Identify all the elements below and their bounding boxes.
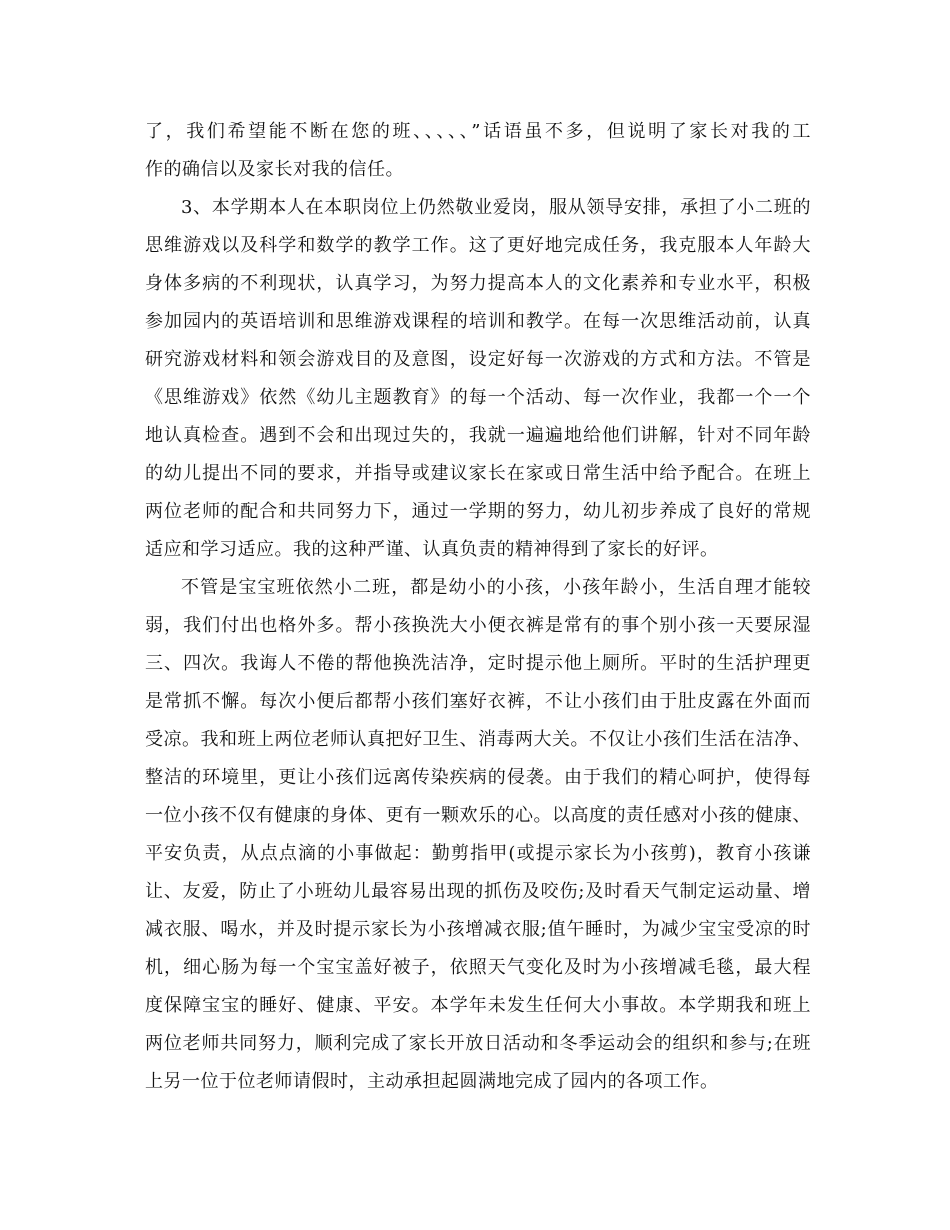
paragraph-line: 作的确信以及家长对我的信任。 bbox=[145, 159, 404, 180]
paragraph-line: 上另一位于位老师请假时，主动承担起圆满地完成了园内的各项工作。 bbox=[145, 1071, 719, 1092]
paragraph-line: 减衣服、喝水，并及时提示家长为小孩增减衣服;值午睡时，为减少宝宝受凉的时 bbox=[145, 919, 811, 940]
paragraph-line: 两位老师共同努力，顺利完成了家长开放日活动和冬季运动会的组织和参与;在班 bbox=[145, 1033, 811, 1054]
paragraph-line: 参加园内的英语培训和思维游戏课程的培训和教学。在每一次思维活动前，认真 bbox=[145, 311, 811, 332]
paragraph-line: 的幼儿提出不同的要求，并指导或建议家长在家或日常生活中给予配合。在班上 bbox=[145, 463, 811, 484]
paragraph-line: 一位小孩不仅有健康的身体、更有一颗欢乐的心。以高度的责任感对小孩的健康、 bbox=[145, 805, 811, 826]
paragraph-line: 平安负责，从点点滴的小事做起：勤剪指甲(或提示家长为小孩剪)，教育小孩谦 bbox=[145, 843, 811, 864]
paragraph-line: 《思维游戏》依然《幼儿主题教育》的每一个活动、每一次作业，我都一个一个 bbox=[145, 387, 811, 408]
paragraph-line: 身体多病的不利现状，认真学习，为努力提高本人的文化素养和专业水平，积极 bbox=[145, 273, 811, 294]
paragraph-line: 三、四次。我诲人不倦的帮他换洗洁净，定时提示他上厕所。平时的生活护理更 bbox=[145, 653, 811, 674]
paragraph-line: 受凉。我和班上两位老师认真把好卫生、消毒两大关。不仅让小孩们生活在洁净、 bbox=[145, 729, 811, 750]
paragraph-line: 整洁的环境里，更让小孩们远离传染疾病的侵袭。由于我们的精心呵护，使得每 bbox=[145, 767, 811, 788]
paragraph-line: 地认真检查。遇到不会和出现过失的，我就一遍遍地给他们讲解，针对不同年龄 bbox=[145, 425, 811, 446]
paragraph-line: 机，细心肠为每一个宝宝盖好被子，依照天气变化及时为小孩增减毛毯，最大程 bbox=[145, 957, 811, 978]
paragraph-line: 适应和学习适应。我的这种严谨、认真负责的精神得到了家长的好评。 bbox=[145, 539, 719, 560]
paragraph-line: 研究游戏材料和领会游戏目的及意图，设定好每一次游戏的方式和方法。不管是 bbox=[145, 349, 811, 370]
paragraph-line: 3、本学期本人在本职岗位上仍然敬业爱岗，服从领导安排，承担了小二班的 bbox=[181, 197, 811, 218]
paragraph-line: 让、友爱，防止了小班幼儿最容易出现的抓伤及咬伤;及时看天气制定运动量、增 bbox=[145, 881, 811, 902]
paragraph-line: 了，我们希望能不断在您的班、、、、、”话语虽不多，但说明了家长对我的工 bbox=[145, 121, 811, 142]
paragraph-line: 是常抓不懈。每次小便后都帮小孩们塞好衣裤，不让小孩们由于肚皮露在外面而 bbox=[145, 691, 811, 712]
paragraph-line: 思维游戏以及科学和数学的教学工作。这了更好地完成任务，我克服本人年龄大 bbox=[145, 235, 811, 256]
paragraph-line: 弱，我们付出也格外多。帮小孩换洗大小便衣裤是常有的事个别小孩一天要尿湿 bbox=[145, 615, 811, 636]
paragraph-line: 不管是宝宝班依然小二班，都是幼小的小孩，小孩年龄小，生活自理才能较 bbox=[181, 577, 811, 598]
document-body bbox=[145, 113, 811, 1101]
paragraph-line: 度保障宝宝的睡好、健康、平安。本学年未发生任何大小事故。本学期我和班上 bbox=[145, 995, 811, 1016]
paragraph-line: 两位老师的配合和共同努力下，通过一学期的努力，幼儿初步养成了良好的常规 bbox=[145, 501, 811, 522]
